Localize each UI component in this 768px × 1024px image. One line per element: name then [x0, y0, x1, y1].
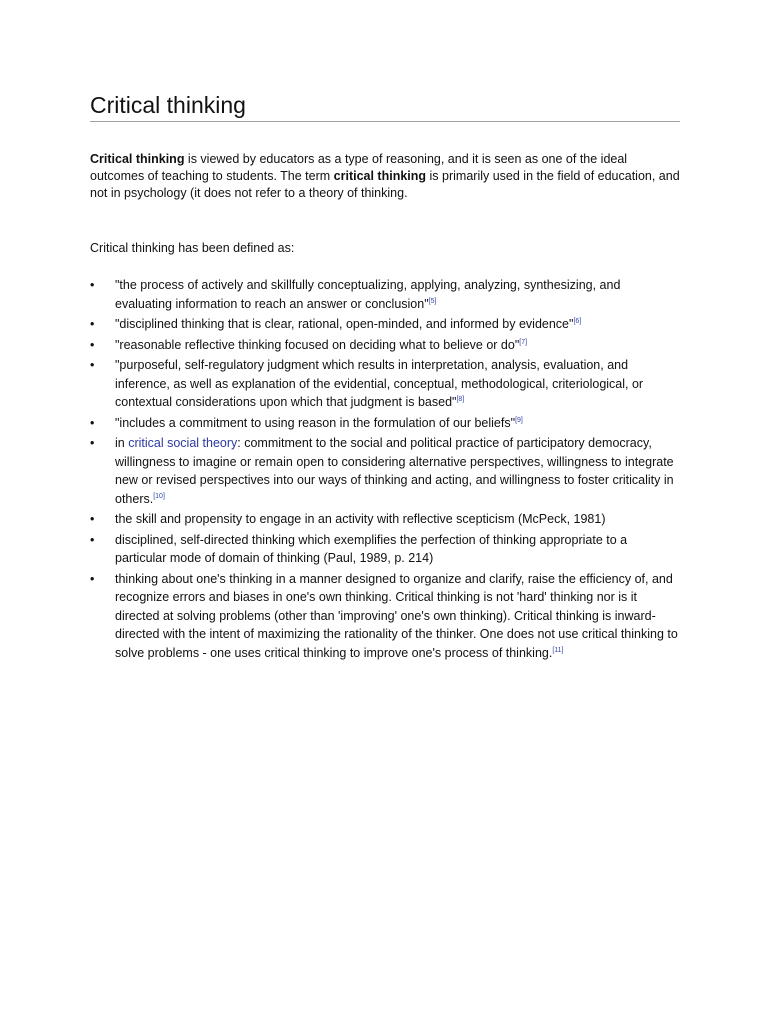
bullet-icon: •	[90, 317, 95, 331]
bullet-icon: •	[90, 512, 95, 526]
intro-bold-term: Critical thinking	[90, 152, 185, 166]
list-item-prefix: in	[115, 436, 129, 450]
list-item-text: thinking about one's thinking in a manner designed to organize and clarify, raise the efficiency of, and recognize errors and biases in one's own thinking. Critical thinking is not 'hard' thinking nor is it directed at solving problems (other than 'improving' one's own thinking). Critical thinking is inward-directed with the intent of maximizing the rationality of the thinker. One does not use critical thinking to solve problems - one uses critical thinking to improve one's process of thinking.	[115, 571, 678, 660]
list-item	[90, 315, 680, 334]
bullet-icon: •	[90, 278, 95, 292]
page-title: Critical thinking	[90, 90, 680, 122]
bullet-icon: •	[90, 571, 95, 586]
citation-link[interactable]: [10]	[153, 492, 165, 500]
citation-link[interactable]: [11]	[552, 646, 564, 654]
bullet-icon: •	[90, 415, 95, 430]
citation-link[interactable]: [7]	[519, 338, 528, 346]
citation-link[interactable]: [9]	[515, 416, 523, 424]
list-item	[90, 356, 680, 412]
citation-link[interactable]: [6]	[573, 318, 582, 325]
bullet-icon: •	[90, 337, 95, 352]
list-item	[90, 510, 680, 529]
list-item	[90, 414, 680, 433]
list-item	[90, 276, 680, 313]
intro-bold-term-2: critical thinking	[333, 169, 427, 183]
bullet-icon: •	[90, 358, 95, 372]
list-item	[90, 336, 680, 355]
list-item-text: disciplined, self-directed thinking which exemplifies the perfection of thinking appropriate to a particular mode of domain of thinking (Paul, 1989, p. 214)	[115, 532, 628, 565]
list-item	[90, 434, 680, 508]
list-item-text: : commitment to the social and political practice of participatory democracy, willingness to imagine or remain open to considering alternative perspectives, willingness to integrate new or revised perspectives into our ways of thinking and acting, and willingness to foster criticality in others.	[115, 436, 674, 506]
list-item	[90, 531, 680, 568]
intro-text: is viewed by educators as a type of reasoning, and it is seen as one of the ideal outcomes of teaching to students. The term	[90, 152, 628, 183]
list-item-text: "disciplined thinking that is clear, rational, open-minded, and informed by evidence"	[115, 317, 574, 331]
list-item	[90, 570, 680, 663]
list-item-text: "includes a commitment to using reason in the formulation of our beliefs"	[115, 415, 516, 430]
list-item-text: the skill and propensity to engage in an activity with reflective scepticism (McPeck, 1981)	[115, 512, 606, 526]
bullet-icon: •	[90, 436, 95, 450]
intro-paragraph	[90, 151, 680, 202]
list-item-text: "the process of actively and skillfully conceptualizing, applying, analyzing, synthesizing, and evaluating information to reach an answer or conclusion"	[115, 278, 621, 311]
citation-link[interactable]: [8]	[456, 396, 465, 403]
list-item-text: "reasonable reflective thinking focused on deciding what to believe or do"	[115, 337, 520, 352]
definitions-lead: Critical thinking has been defined as:	[90, 241, 295, 255]
critical-social-theory-link[interactable]: critical social theory	[128, 436, 238, 450]
citation-link[interactable]: [5]	[428, 297, 437, 305]
intro-text-2: is primarily used in the field of education, and not in psychology (it does not refer to a theory of thinking.	[90, 169, 680, 200]
definitions-list	[90, 276, 680, 664]
list-item-text: "purposeful, self-regulatory judgment which results in interpretation, analysis, evaluation, and inference, as well as explanation of the evidential, conceptual, methodological, criteriological, or contextual considerations upon which that judgment is based"	[115, 358, 644, 409]
bullet-icon: •	[90, 532, 95, 547]
